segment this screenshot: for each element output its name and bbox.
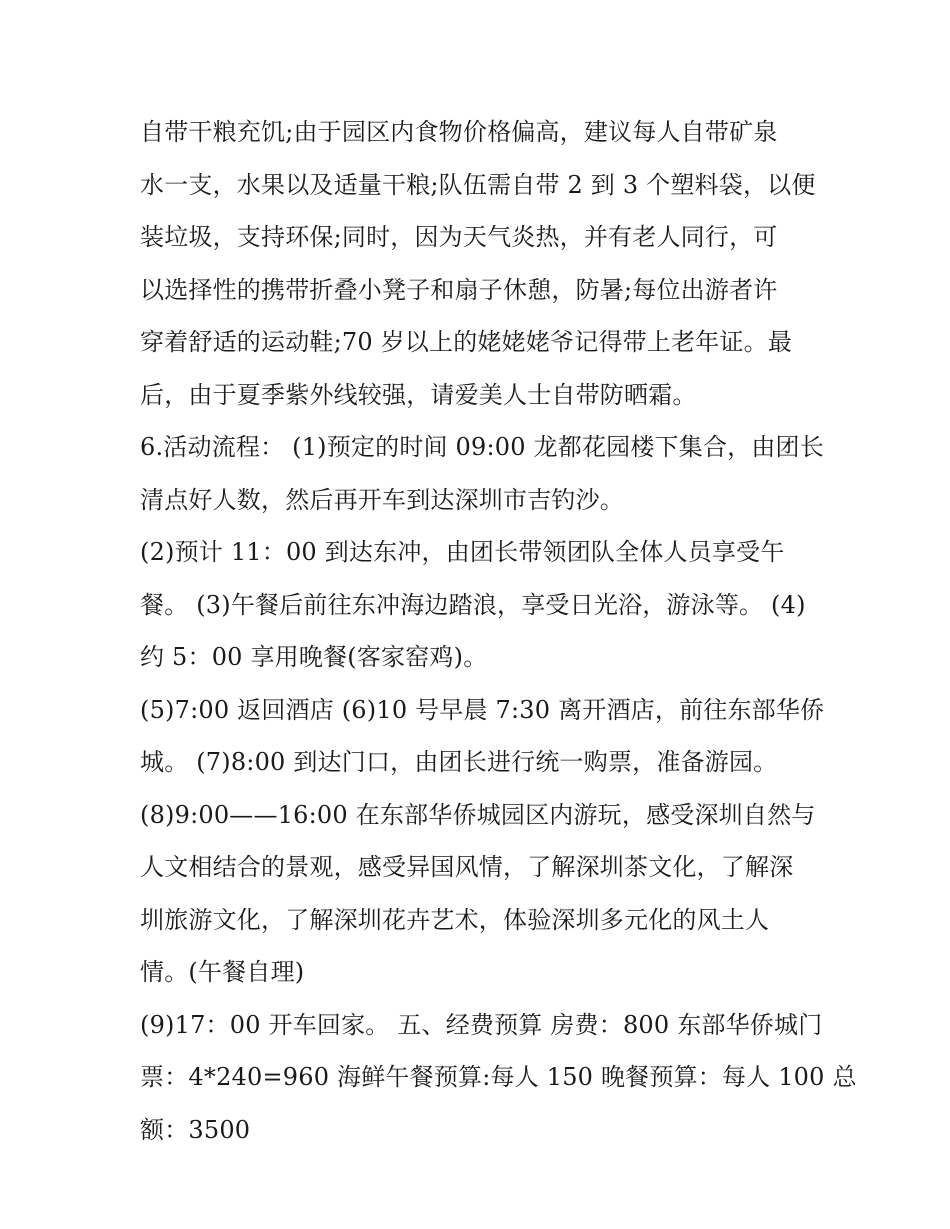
- text-line: (2)预计 11：00 到达东冲，由团长带领团队全体人员享受午: [140, 538, 785, 566]
- text-line: 自带干粮充饥;由于园区内食物价格偏高，建议每人自带矿泉: [140, 118, 778, 146]
- text-line: 装垃圾，支持环保;同时，因为天气炎热，并有老人同行，可: [140, 223, 778, 251]
- text-line: 票：4*240=960 海鲜午餐预算:每人 150 晚餐预算：每人 100 总: [140, 1063, 857, 1091]
- text-line: 情。(午餐自理): [140, 958, 305, 986]
- text-line: (9)17：00 开车回家。 五、经费预算 房费：800 东部华侨城门: [140, 1010, 823, 1039]
- text-line: 圳旅游文化，了解深圳花卉艺术，体验深圳多元化的风土人: [140, 905, 770, 934]
- text-line: 约 5：00 享用晚餐(客家窑鸡)。: [140, 643, 488, 671]
- text-line: 后，由于夏季紫外线较强，请爱美人士自带防晒霜。: [140, 380, 697, 409]
- text-line: (5)7:00 返回酒店 (6)10 号早晨 7:30 离开酒店，前往东部华侨: [140, 695, 825, 724]
- text-line: 清点好人数，然后再开车到达深圳市吉钓沙。: [140, 485, 624, 514]
- text-line: 6.活动流程： (1)预定的时间 09:00 龙都花园楼下集合，由团长: [140, 433, 824, 461]
- text-line: 城。 (7)8:00 到达门口，由团长进行统一购票，准备游园。: [140, 748, 778, 776]
- text-line: 餐。 (3)午餐后前往东冲海边踏浪，享受日光浴，游泳等。 (4): [140, 590, 806, 619]
- text-line: 穿着舒适的运动鞋;70 岁以上的姥姥姥爷记得带上老年证。最: [140, 328, 793, 356]
- text-line: 以选择性的携带折叠小凳子和扇子休憩，防暑;每位出游者许: [140, 275, 778, 304]
- document-body: [140, 106, 857, 1156]
- text-line: 水一支，水果以及适量干粮;队伍需自带 2 到 3 个塑料袋，以便: [140, 170, 816, 199]
- text-line: 额：3500: [140, 1115, 251, 1144]
- text-line: 人文相结合的景观，感受异国风情，了解深圳茶文化，了解深: [140, 853, 794, 881]
- text-line: (8)9:00——16:00 在东部华侨城园区内游玩，感受深圳自然与: [140, 800, 816, 829]
